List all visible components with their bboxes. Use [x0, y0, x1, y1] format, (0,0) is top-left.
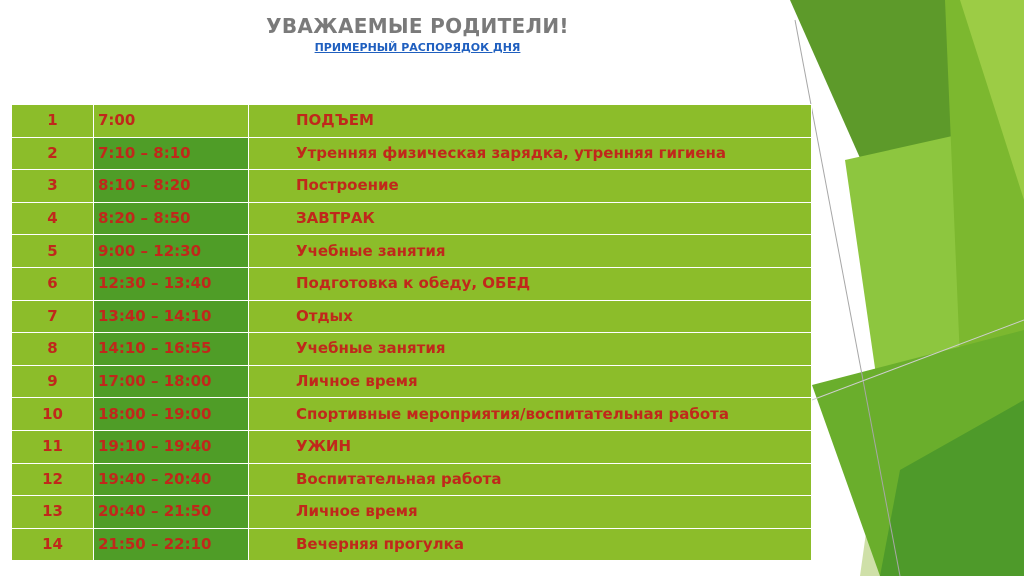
row-time: 19:40 – 20:40 — [94, 463, 249, 496]
table-row — [12, 300, 812, 333]
row-number: 10 — [12, 398, 94, 431]
row-number: 5 — [12, 235, 94, 268]
row-activity: Воспитательная работа — [249, 463, 812, 496]
page-subtitle: ПРИМЕРНЫЙ РАСПОРЯДОК ДНЯ — [314, 41, 521, 54]
table-row — [12, 463, 812, 496]
row-activity: Личное время — [249, 496, 812, 529]
row-number: 1 — [12, 105, 94, 138]
row-time: 9:00 – 12:30 — [94, 235, 249, 268]
row-activity: Построение — [249, 170, 812, 203]
table-row — [12, 137, 812, 170]
row-time: 8:20 – 8:50 — [94, 202, 249, 235]
row-time: 7:10 – 8:10 — [94, 137, 249, 170]
table-row — [12, 528, 812, 561]
table-row — [12, 398, 812, 431]
row-time: 19:10 – 19:40 — [94, 430, 249, 463]
table-row — [12, 267, 812, 300]
row-time: 14:10 – 16:55 — [94, 333, 249, 366]
row-number: 14 — [12, 528, 94, 561]
table-row — [12, 202, 812, 235]
row-activity: Отдых — [249, 300, 812, 333]
row-activity: УЖИН — [249, 430, 812, 463]
row-activity: ПОДЪЕМ — [249, 105, 812, 138]
row-number: 8 — [12, 333, 94, 366]
table-row — [12, 170, 812, 203]
row-time: 13:40 – 14:10 — [94, 300, 249, 333]
row-activity: Утренняя физическая зарядка, утренняя гигиена — [249, 137, 812, 170]
row-activity: Учебные занятия — [249, 235, 812, 268]
row-activity: ЗАВТРАК — [249, 202, 812, 235]
row-time: 21:50 – 22:10 — [94, 528, 249, 561]
row-number: 11 — [12, 430, 94, 463]
row-time: 17:00 – 18:00 — [94, 365, 249, 398]
row-number: 9 — [12, 365, 94, 398]
table-row — [12, 365, 812, 398]
row-activity: Вечерняя прогулка — [249, 528, 812, 561]
row-number: 2 — [12, 137, 94, 170]
row-number: 3 — [12, 170, 94, 203]
row-activity: Подготовка к обеду, ОБЕД — [249, 267, 812, 300]
row-number: 7 — [12, 300, 94, 333]
row-number: 12 — [12, 463, 94, 496]
row-time: 12:30 – 13:40 — [94, 267, 249, 300]
table-row — [12, 105, 812, 138]
row-activity: Спортивные мероприятия/воспитательная работа — [249, 398, 812, 431]
row-number: 13 — [12, 496, 94, 529]
table-row — [12, 430, 812, 463]
row-number: 4 — [12, 202, 94, 235]
table-row — [12, 333, 812, 366]
row-activity: Учебные занятия — [249, 333, 812, 366]
row-time: 7:00 — [94, 105, 249, 138]
table-row — [12, 235, 812, 268]
row-number: 6 — [12, 267, 94, 300]
page-title: УВАЖАЕМЫЕ РОДИТЕЛИ! — [266, 14, 569, 38]
row-time: 8:10 – 8:20 — [94, 170, 249, 203]
row-time: 18:00 – 19:00 — [94, 398, 249, 431]
schedule-table — [11, 104, 812, 561]
row-activity: Личное время — [249, 365, 812, 398]
row-time: 20:40 – 21:50 — [94, 496, 249, 529]
table-row — [12, 496, 812, 529]
